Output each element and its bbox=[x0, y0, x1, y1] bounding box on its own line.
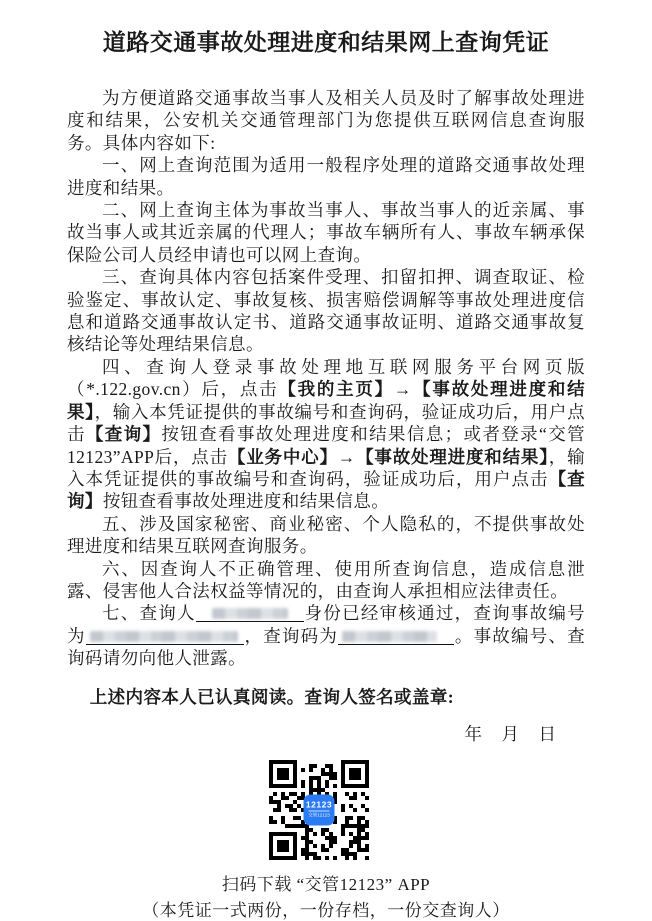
date-line: 年 月 日 bbox=[464, 723, 557, 744]
paragraph: 三、查询具体内容包括案件受理、扣留扣押、调查取证、检验鉴定、事故认定、事故复核、损害赔偿调解等事故处理进度信息和道路交通事故认定书、道路交通事故证明、道路交通事故复核结论等处理结果信息。 bbox=[67, 267, 585, 355]
qr-code bbox=[267, 758, 371, 862]
redacted-name-blank bbox=[196, 603, 304, 622]
traffic-12123-logo bbox=[304, 794, 335, 825]
paragraph: 为方便道路交通事故当事人及相关人员及时了解事故处理进度和结果，公安机关交通管理部门为您提供互联网信息查询服务。具体内容如下: bbox=[67, 88, 585, 153]
paragraph: 五、涉及国家秘密、商业秘密、个人隐私的，不提供事故处理进度和结果互联网查询服务。 bbox=[67, 513, 585, 557]
logo-subtext: 交管12123 bbox=[308, 812, 330, 818]
paragraph: 四、查询人登录事故处理地互联网服务平台网页版（*.122.gov.cn）后，点击【我的主页】→【事故处理进度和结果】，输入本凭证提供的事故编号和查询码，验证成功后，用户点击【查询】按钮查看事故处理进度和结果信息；或者登录“交管12123”APP后，点击【业务中心】→【事故处理进度和结果】，输入本凭证提供的事故编号和查询码，验证成功后，用户点击【查询】按钮查看事故处理进度和结果信息。 bbox=[67, 356, 585, 512]
paragraph: 一、网上查询范围为适用一般程序处理的道路交通事故处理进度和结果。 bbox=[67, 155, 585, 198]
redaction-smudge bbox=[212, 608, 288, 619]
redaction-smudge bbox=[342, 631, 437, 642]
footer-note: （本凭证一式两份，一份存档，一份交查询人） bbox=[142, 900, 510, 920]
signature-instruction: 上述内容本人已认真阅读。查询人签名或盖章: bbox=[89, 686, 454, 707]
paragraph: 七、查询人 身份已经审核通过，查询事故编号为 ，查询码为 。事故编号、查询码请勿向他人泄露。 bbox=[67, 603, 586, 669]
paragraph: 六、因查询人不正确管理、使用所查询信息，造成信息泄露、侵害他人合法权益等情况的，由查询人承担相应法律责任。 bbox=[67, 558, 585, 601]
document-body bbox=[67, 87, 585, 670]
redacted-accident_no-blank bbox=[86, 626, 244, 645]
redacted-query_code-blank bbox=[338, 626, 454, 645]
page-title: 道路交通事故处理进度和结果网上查询凭证 bbox=[102, 29, 550, 55]
paragraph: 二、网上查询主体为事故当事人、事故当事人的近亲属、事故当事人或其近亲属的代理人；事故车辆所有人、事故车辆承保保险公司人员经申请也可以网上查询。 bbox=[67, 200, 585, 265]
redaction-smudge bbox=[90, 631, 239, 642]
qr-caption: 扫码下载 “交管12123” APP bbox=[221, 874, 431, 894]
logo-number: 12123 bbox=[305, 799, 333, 810]
